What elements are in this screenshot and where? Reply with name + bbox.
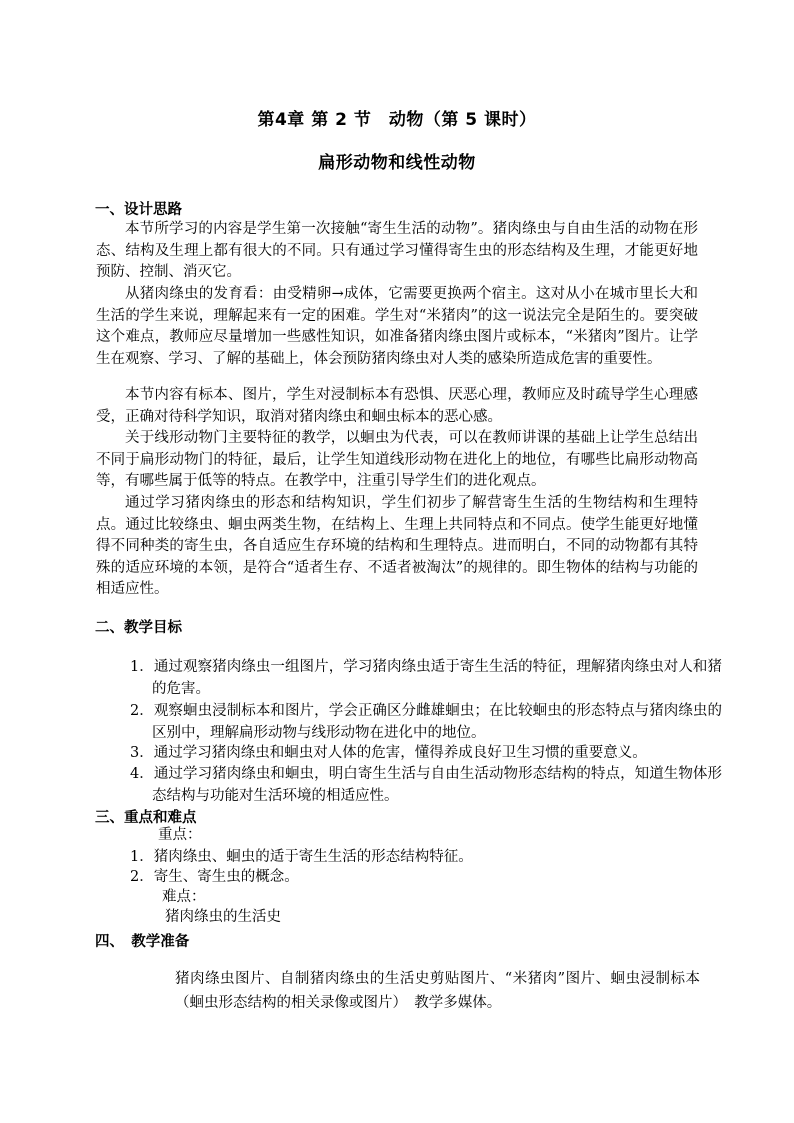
list-item: 1．猪肉绦虫、蛔虫的适于寄生生活的形态结构特征。 (130, 849, 473, 865)
paragraph: 从猪肉绦虫的发育看：由受精卵→成体，它需要更换两个宿主。这对从小在城市里长大和生活的学生来说，理解起来有一定的困难。学生对“米猪肉”的这一说法完全是陌生的。要突破这个难点，教师应尽量增加一些感性知识，如准备猪肉绦虫图片或标本，“米猪肉”图片。让学生在观察、学习、了解的基础上，体会预防猪肉绦虫对人类的感染所造成危害的重要性。 (96, 286, 698, 367)
section-heading-design: 一、设计思路 (95, 202, 182, 218)
paragraph: 关于线形动物门主要特征的教学，以蛔虫为代表，可以在教师讲课的基础上让学生总结出不同于扁形动物门的特征，最后，让学生知道线形动物在进化上的地位，有哪些比扁形动物高等，有哪些属于低等的特点。在教学中，注重引导学生们的进化观点。 (96, 430, 698, 489)
paragraph: 本节所学习的内容是学生第一次接触“寄生生活的动物”。猪肉绦虫与自由生活的动物在形态、结构及生理上都有很大的不同。只有通过学习懂得寄生虫的形态结构及生理，才能更好地预防、控制、消灭它。 (96, 221, 698, 280)
difficulty-label: 难点： (162, 889, 206, 905)
paragraph: 通过学习猪肉绦虫的形态和结构知识，学生们初步了解营寄生生活的生物结构和生理特点。通过比较绦虫、蛔虫两类生物，在结构上、生理上共同特点和不同点。使学生能更好地懂得不同种类的寄生虫，各自适应生存环境的结构和生理特点。进而明白，不同的动物都有其特殊的适应环境的本领，是符合“适者生存、不适者被淘汰”的规律的。即生物体的结构与功能的相适应性。 (96, 495, 698, 597)
list-item: 4．通过学习猪肉绦虫和蛔虫，明白寄生生活与自由生活动物形态结构的特点，知道生物体形态结构与功能对生活环境的相适应性。 (130, 766, 722, 804)
list-item: 2．观察蛔虫浸制标本和图片，学会正确区分雌雄蛔虫；在比较蛔虫的形态特点与猪肉绦虫的区别中，理解扁形动物与线形动物在进化中的地位。 (130, 703, 722, 741)
difficulty-text: 猪肉绦虫的生活史 (165, 909, 281, 925)
list-item: 3．通过学习猪肉绦虫和蛔虫对人体的危害，懂得养成良好卫生习惯的重要意义。 (130, 745, 647, 761)
section-heading-preparation: 四、 教学准备 (95, 934, 190, 950)
section-heading-objectives: 二、教学目标 (95, 620, 182, 636)
section-heading-key-points: 三、重点和难点 (95, 810, 197, 826)
key-points-label: 重点： (158, 827, 202, 843)
list-item: 1．通过观察猪肉绦虫一组图片，学习猪肉绦虫适于寄生生活的特征，理解猪肉绦虫对人和猪的危害。 (130, 659, 722, 697)
paragraph: 本节内容有标本、图片，学生对浸制标本有恐惧、厌恶心理，教师应及时疏导学生心理感受，正确对待科学知识，取消对猪肉绦虫和蛔虫标本的恶心感。 (96, 387, 698, 425)
document-subtitle: 扁形动物和线性动物 (318, 153, 476, 173)
document-title: 第4章 第 2 节 动物（第 5 课时） (257, 110, 537, 130)
preparation-text: 猪肉绦虫图片、自制猪肉绦虫的生活史剪贴图片、“米猪肉”图片、蛔虫浸制标本（蛔虫形态结构的相关录像或图片） 教学多媒体。 (175, 971, 700, 1011)
list-item: 2．寄生、寄生虫的概念。 (130, 869, 299, 885)
